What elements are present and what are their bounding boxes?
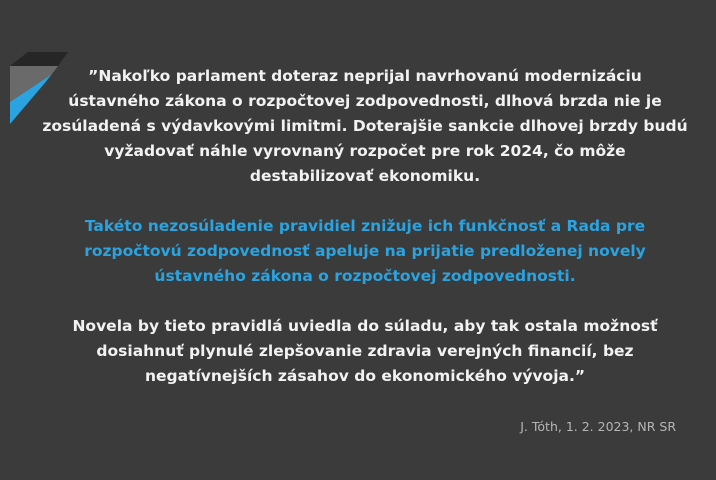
quote-line: zosúladená s výdavkovými limitmi. Doterajšie sankcie dlhovej brzdy budú bbox=[42, 117, 688, 135]
paragraph-spacer bbox=[40, 189, 690, 214]
highlight-line: rozpočtovú zodpovednosť apeluje na prijatie predloženej novely bbox=[84, 242, 646, 260]
quote-line: dosiahnuť plynulé zlepšovanie zdravia verejných financií, bez bbox=[96, 342, 634, 360]
quote-line: ”Nakoľko parlament doteraz neprijal navrhovanú modernizáciu bbox=[88, 67, 642, 85]
quote-attribution: J. Tóth, 1. 2. 2023, NR SR bbox=[520, 419, 676, 434]
highlight-line: ústavného zákona o rozpočtovej zodpovednosti. bbox=[154, 267, 576, 285]
quote-line: ústavného zákona o rozpočtovej zodpovednosti, dlhová brzda nie je bbox=[68, 92, 662, 110]
quote-line: Novela by tieto pravidlá uviedla do súladu, aby tak ostala možnosť bbox=[72, 317, 658, 335]
quote-line: negatívnejších zásahov do ekonomického vývoja.” bbox=[144, 367, 586, 385]
highlight-line: Takéto nezosúladenie pravidiel znižuje ich funkčnosť a Rada pre bbox=[84, 217, 646, 235]
quote-line: destabilizovať ekonomiku. bbox=[249, 167, 481, 185]
paragraph-spacer bbox=[40, 289, 690, 314]
quote-line: vyžadovať náhle vyrovnaný rozpočet pre rok 2024, čo môže bbox=[104, 142, 626, 160]
quote-block bbox=[40, 64, 690, 389]
